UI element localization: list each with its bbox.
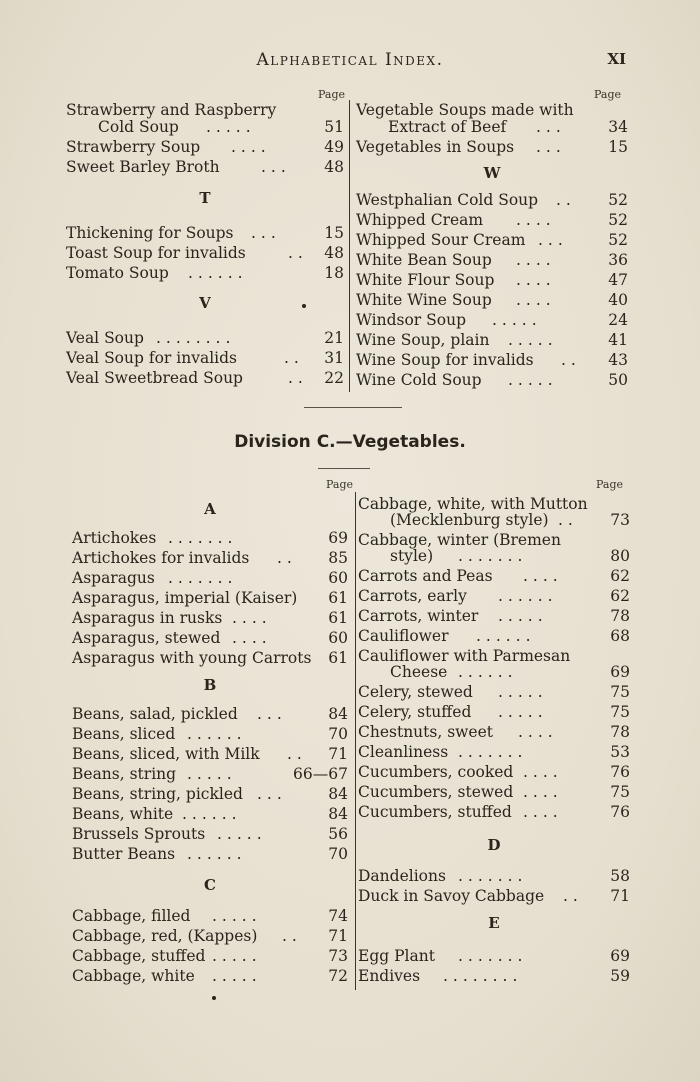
index-entry: Wine Cold Soup ..... 50 bbox=[356, 371, 628, 389]
index-entry: Cucumbers, stuffed .... 76 bbox=[358, 803, 630, 821]
section-letter: W bbox=[483, 164, 501, 182]
index-entry: Carrots, early ...... 62 bbox=[358, 587, 630, 605]
index-entry: Wine Soup, plain ..... 41 bbox=[356, 331, 628, 349]
section-letter: D bbox=[487, 836, 501, 854]
index-entry: Carrots, winter ..... 78 bbox=[358, 607, 630, 625]
index-entry: Carrots and Peas .... 62 bbox=[358, 567, 630, 585]
index-entry: Windsor Soup ..... 24 bbox=[356, 311, 628, 329]
index-entry: Artichokes ....... 69 bbox=[72, 529, 348, 547]
index-entry: Vegetables in Soups ... 15 bbox=[356, 138, 628, 156]
index-entry: Whipped Cream .... 52 bbox=[356, 211, 628, 229]
index-entry: Cleanliness ....... 53 bbox=[358, 743, 630, 761]
ink-speck bbox=[212, 996, 216, 1000]
index-entry: Celery, stewed ..... 75 bbox=[358, 683, 630, 701]
column-divider bbox=[355, 492, 356, 990]
index-entry: Cauliflower with Parmesan bbox=[358, 647, 571, 665]
index-entry: Whipped Sour Cream ... 52 bbox=[356, 231, 628, 249]
index-entry: Veal Soup for invalids .. 31 bbox=[66, 349, 344, 367]
index-entry: Cabbage, white, with Mutton bbox=[358, 495, 588, 513]
index-entry: Tomato Soup ...... 18 bbox=[66, 264, 344, 282]
running-header bbox=[0, 50, 700, 74]
index-entry-continuation: Extract of Beef ... 34 bbox=[388, 118, 628, 136]
index-entry: Brussels Sprouts ..... 56 bbox=[72, 825, 348, 843]
section-letter: A bbox=[204, 500, 216, 518]
page-title: Alphabetical Index. bbox=[256, 50, 444, 70]
index-entry: Strawberry and Raspberry bbox=[66, 101, 277, 119]
index-entry: Beans, white ...... 84 bbox=[72, 805, 348, 823]
index-entry: Cabbage, white ..... 72 bbox=[72, 967, 348, 985]
section-rule bbox=[304, 407, 402, 408]
index-entry: Cucumbers, cooked .... 76 bbox=[358, 763, 630, 781]
index-entry: Beans, sliced ...... 70 bbox=[72, 725, 348, 743]
index-entry: Cabbage, red, (Kappes) .. 71 bbox=[72, 927, 348, 945]
index-entry: Asparagus with young Carrots 61 bbox=[72, 649, 348, 667]
index-entry-continuation: Cold Soup ..... 51 bbox=[98, 118, 344, 136]
index-entry: Beans, sliced, with Milk .. 71 bbox=[72, 745, 348, 763]
page-column-label: Page bbox=[594, 88, 622, 101]
index-entry: Thickening for Soups ... 15 bbox=[66, 224, 344, 242]
column-divider bbox=[349, 100, 350, 392]
index-entry: Toast Soup for invalids .. 48 bbox=[66, 244, 344, 262]
index-entry: Endives ........ 59 bbox=[358, 967, 630, 985]
ink-speck bbox=[302, 304, 306, 308]
index-entry: Westphalian Cold Soup .. 52 bbox=[356, 191, 628, 209]
index-entry: Cabbage, winter (Bremen bbox=[358, 531, 561, 549]
section-rule bbox=[318, 468, 370, 469]
index-entry: Vegetable Soups made with bbox=[356, 101, 574, 119]
index-entry: Cabbage, filled ..... 74 bbox=[72, 907, 348, 925]
index-entry-continuation: Cheese ...... 69 bbox=[390, 663, 630, 681]
index-entry: Beans, salad, pickled ... 84 bbox=[72, 705, 348, 723]
index-entry: Asparagus in rusks .... 61 bbox=[72, 609, 348, 627]
index-entry: Beans, string, pickled ... 84 bbox=[72, 785, 348, 803]
index-entry: White Flour Soup .... 47 bbox=[356, 271, 628, 289]
index-entry: Duck in Savoy Cabbage .. 71 bbox=[358, 887, 630, 905]
index-entry: Veal Soup ........ 21 bbox=[66, 329, 344, 347]
index-entry: Butter Beans ...... 70 bbox=[72, 845, 348, 863]
section-letter: C bbox=[204, 876, 216, 894]
index-entry: Wine Soup for invalids .. 43 bbox=[356, 351, 628, 369]
index-entry: White Wine Soup .... 40 bbox=[356, 291, 628, 309]
index-entry: Chestnuts, sweet .... 78 bbox=[358, 723, 630, 741]
index-entry: Celery, stuffed ..... 75 bbox=[358, 703, 630, 721]
section-letter: E bbox=[488, 914, 500, 932]
index-entry: Sweet Barley Broth ... 48 bbox=[66, 158, 344, 176]
index-entry: Asparagus ....... 60 bbox=[72, 569, 348, 587]
index-entry: Cabbage, stuffed ..... 73 bbox=[72, 947, 348, 965]
index-entry: Cucumbers, stewed .... 75 bbox=[358, 783, 630, 801]
index-entry: Veal Sweetbread Soup .. 22 bbox=[66, 369, 344, 387]
index-entry: Dandelions ....... 58 bbox=[358, 867, 630, 885]
section-letter: B bbox=[203, 676, 217, 694]
page-column-label: Page bbox=[326, 478, 354, 491]
page-column-label: Page bbox=[318, 88, 346, 101]
index-entry: Asparagus, imperial (Kaiser) 61 bbox=[72, 589, 348, 607]
index-entry: Egg Plant ....... 69 bbox=[358, 947, 630, 965]
section-letter: V bbox=[199, 294, 211, 312]
page-number: XI bbox=[607, 50, 626, 68]
index-entry: Cauliflower ...... 68 bbox=[358, 627, 630, 645]
index-entry: Artichokes for invalids .. 85 bbox=[72, 549, 348, 567]
index-entry: Strawberry Soup .... 49 bbox=[66, 138, 344, 156]
division-heading: Division C.—Vegetables. bbox=[234, 432, 466, 452]
index-entry: Asparagus, stewed .... 60 bbox=[72, 629, 348, 647]
index-entry: Beans, string ..... 66—67 bbox=[72, 765, 348, 783]
page-column-label: Page bbox=[596, 478, 624, 491]
index-entry-continuation: (Mecklenburg style) .. 73 bbox=[390, 511, 630, 529]
index-entry: White Bean Soup .... 36 bbox=[356, 251, 628, 269]
section-letter: T bbox=[199, 189, 211, 207]
index-entry-continuation: style) ....... 80 bbox=[390, 547, 630, 565]
